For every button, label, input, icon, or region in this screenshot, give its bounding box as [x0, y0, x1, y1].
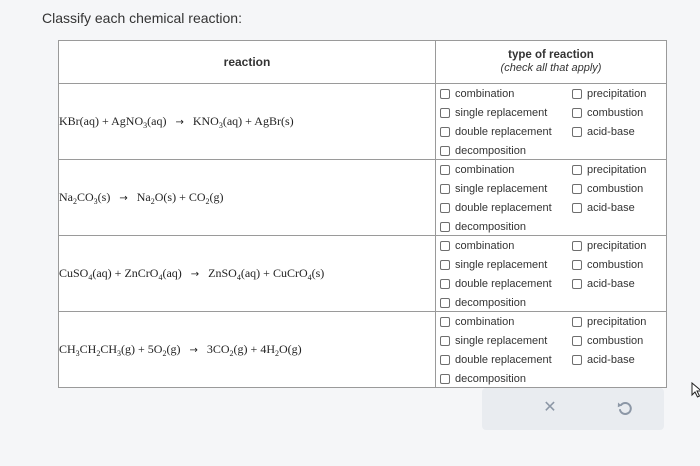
option-acid-base[interactable] — [572, 202, 635, 214]
species-text: AgNO — [111, 113, 144, 128]
state-text: (s) — [280, 113, 294, 128]
subscript: 2 — [274, 348, 279, 358]
species-text: AgBr — [254, 113, 281, 128]
plus-sign: + — [245, 113, 252, 128]
species-text: CH — [79, 341, 97, 356]
species-text: CO — [77, 189, 94, 204]
species-text: CH — [100, 341, 118, 356]
checkbox[interactable] — [440, 355, 450, 365]
state-text: (g) — [233, 341, 248, 356]
option-single-replacement[interactable] — [440, 107, 547, 119]
option-label: double replacement — [455, 278, 552, 290]
species-text: CuCrO — [272, 265, 308, 280]
checkbox[interactable] — [572, 355, 582, 365]
option-label: combustion — [587, 183, 644, 195]
option-label: acid-base — [587, 126, 635, 138]
question-prompt: Classify each chemical reaction: — [42, 10, 242, 26]
table-row — [59, 84, 667, 160]
state-text: (g) — [121, 341, 136, 356]
option-combination[interactable] — [440, 240, 514, 252]
subscript: 2 — [150, 196, 155, 206]
option-precipitation[interactable] — [572, 164, 646, 176]
checkbox[interactable] — [572, 317, 582, 327]
option-single-replacement[interactable] — [440, 259, 547, 271]
subscript: 2 — [73, 196, 77, 206]
state-text: (g) — [209, 189, 224, 204]
reaction-equation — [59, 84, 436, 160]
state-text: (aq) — [222, 113, 243, 128]
option-label: single replacement — [455, 107, 548, 119]
plus-sign: + — [114, 265, 122, 280]
subscript: 3 — [93, 196, 98, 206]
option-label: precipitation — [587, 240, 647, 252]
option-label: acid-base — [587, 278, 635, 290]
option-label: combination — [455, 88, 515, 100]
option-label: combustion — [587, 107, 644, 119]
reaction-type-options — [436, 160, 667, 236]
state-text: (s) — [97, 189, 111, 204]
subscript: 3 — [218, 120, 223, 130]
subscript: 2 — [96, 348, 101, 358]
close-icon: ✕ — [543, 399, 557, 416]
option-label: precipitation — [587, 164, 647, 176]
option-combustion[interactable] — [572, 183, 643, 195]
option-label: precipitation — [587, 88, 647, 100]
checkbox[interactable] — [440, 108, 450, 118]
option-label: acid-base — [587, 354, 635, 366]
species-text: Na — [136, 189, 151, 204]
option-combustion[interactable] — [572, 259, 643, 271]
subscript: 4 — [88, 272, 93, 282]
table-header-row — [59, 41, 667, 84]
column-header-reaction: reaction — [59, 41, 436, 84]
option-label: acid-base — [587, 202, 635, 214]
state-text: (aq) — [147, 113, 167, 128]
reaction-equation — [59, 236, 436, 312]
species-text: KBr — [59, 113, 80, 128]
reaction-arrow-icon: → — [190, 268, 200, 280]
table-row — [59, 160, 667, 236]
option-decomposition[interactable] — [440, 221, 526, 233]
checkbox[interactable] — [572, 279, 582, 289]
option-label: decomposition — [455, 297, 526, 309]
option-precipitation[interactable] — [572, 316, 646, 328]
subscript: 4 — [236, 272, 241, 282]
checkbox[interactable] — [572, 241, 582, 251]
undo-icon — [616, 399, 634, 417]
state-text: (aq) — [162, 265, 182, 280]
option-precipitation[interactable] — [572, 240, 646, 252]
reaction-arrow-icon: → — [119, 192, 128, 204]
checkbox[interactable] — [440, 279, 450, 289]
mouse-pointer-icon — [691, 382, 700, 398]
option-label: double replacement — [455, 202, 552, 214]
option-label: double replacement — [455, 354, 552, 366]
species-text: 5O — [147, 341, 163, 356]
checkbox[interactable] — [572, 127, 582, 137]
option-decomposition[interactable] — [440, 373, 526, 385]
species-text: O — [154, 189, 164, 204]
option-decomposition[interactable] — [440, 297, 526, 309]
option-label: combination — [455, 240, 515, 252]
species-text: CuSO — [59, 265, 89, 280]
subscript: 3 — [75, 348, 80, 358]
checkbox[interactable] — [572, 184, 582, 194]
classification-table — [58, 40, 667, 388]
undo-button[interactable] — [616, 399, 634, 417]
option-acid-base[interactable] — [572, 126, 635, 138]
option-acid-base[interactable] — [572, 278, 635, 290]
species-text: ZnCrO — [124, 265, 159, 280]
option-label: combustion — [587, 259, 644, 271]
option-combustion[interactable] — [572, 107, 643, 119]
subscript: 2 — [162, 348, 167, 358]
option-label: combustion — [587, 335, 644, 347]
plus-sign: + — [102, 113, 109, 128]
checkbox[interactable] — [572, 89, 582, 99]
reaction-equation — [59, 312, 436, 388]
reaction-arrow-icon: → — [189, 344, 198, 356]
checkbox[interactable] — [440, 203, 450, 213]
state-text: (aq) — [92, 265, 112, 280]
column-header-type — [436, 41, 667, 84]
option-combination[interactable] — [440, 164, 514, 176]
species-text: 4H — [260, 341, 275, 356]
option-combustion[interactable] — [572, 335, 643, 347]
option-combination[interactable] — [440, 88, 514, 100]
option-label: combination — [455, 164, 515, 176]
plus-sign: + — [179, 189, 186, 204]
option-double-replacement[interactable] — [440, 202, 552, 214]
plus-sign: + — [250, 341, 258, 356]
subscript: 4 — [158, 272, 163, 282]
species-text: 3CO — [206, 341, 230, 356]
option-label: decomposition — [455, 373, 526, 385]
option-single-replacement[interactable] — [440, 335, 547, 347]
checkbox[interactable] — [440, 89, 450, 99]
checkbox[interactable] — [440, 260, 450, 270]
option-label: double replacement — [455, 126, 552, 138]
checkbox[interactable] — [440, 184, 450, 194]
table-row — [59, 312, 667, 388]
checkbox[interactable] — [440, 222, 450, 232]
species-text: KNO — [192, 113, 219, 128]
option-label: single replacement — [455, 183, 548, 195]
species-text: Na — [59, 189, 73, 204]
subscript: 3 — [143, 120, 148, 130]
checkbox[interactable] — [572, 336, 582, 346]
subscript: 3 — [117, 348, 122, 358]
subscript: 4 — [307, 272, 312, 282]
column-header-type-subtitle: (check all that apply) — [500, 62, 602, 74]
option-double-replacement[interactable] — [440, 354, 552, 366]
state-text: (g) — [166, 341, 181, 356]
checkbox[interactable] — [440, 298, 450, 308]
state-text: (s) — [163, 189, 177, 204]
checkbox[interactable] — [440, 146, 450, 156]
checkbox[interactable] — [572, 165, 582, 175]
state-text: (aq) — [240, 265, 261, 280]
option-label: precipitation — [587, 316, 647, 328]
reaction-type-options — [436, 236, 667, 312]
option-double-replacement[interactable] — [440, 278, 552, 290]
table-row — [59, 236, 667, 312]
checkbox[interactable] — [440, 127, 450, 137]
option-decomposition[interactable] — [440, 145, 526, 157]
reaction-type-options — [436, 84, 667, 160]
checkbox[interactable] — [440, 241, 450, 251]
option-acid-base[interactable] — [572, 354, 635, 366]
checkbox[interactable] — [572, 203, 582, 213]
option-label: single replacement — [455, 335, 548, 347]
state-text: (aq) — [79, 113, 99, 128]
option-label: combination — [455, 316, 515, 328]
plus-sign: + — [138, 341, 145, 356]
answer-action-bar — [482, 388, 664, 430]
column-header-type-title: type of reaction — [508, 49, 594, 61]
reaction-equation — [59, 160, 436, 236]
subscript: 2 — [205, 196, 210, 206]
option-label: decomposition — [455, 145, 526, 157]
subscript: 2 — [229, 348, 234, 358]
species-text: O — [278, 341, 288, 356]
species-text: ZnSO — [208, 265, 237, 280]
option-single-replacement[interactable] — [440, 183, 547, 195]
option-precipitation[interactable] — [572, 88, 646, 100]
option-label: decomposition — [455, 221, 526, 233]
plus-sign: + — [263, 265, 270, 280]
option-double-replacement[interactable] — [440, 126, 552, 138]
reaction-type-options — [436, 312, 667, 388]
species-text: CO — [188, 189, 206, 204]
reaction-arrow-icon: → — [175, 116, 184, 128]
clear-button[interactable] — [540, 398, 560, 418]
state-text: (g) — [287, 341, 302, 356]
checkbox[interactable] — [440, 374, 450, 384]
species-text: CH — [59, 341, 76, 356]
checkbox[interactable] — [440, 165, 450, 175]
checkbox[interactable] — [440, 317, 450, 327]
option-label: single replacement — [455, 259, 548, 271]
checkbox[interactable] — [572, 260, 582, 270]
checkbox[interactable] — [440, 336, 450, 346]
option-combination[interactable] — [440, 316, 514, 328]
state-text: (s) — [311, 265, 325, 280]
checkbox[interactable] — [572, 108, 582, 118]
